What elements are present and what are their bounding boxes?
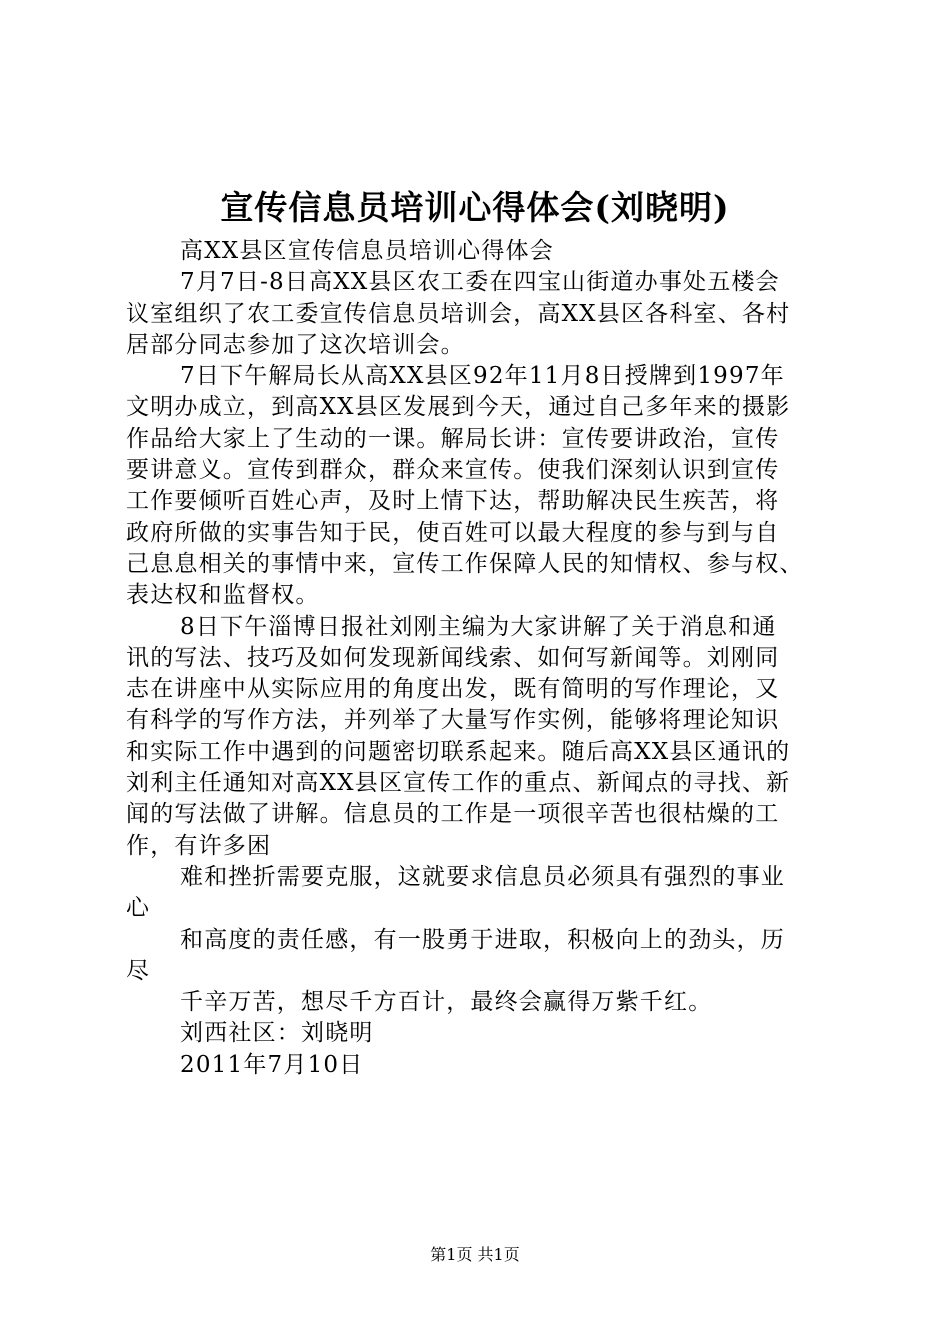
paragraph-line: 7月7日-8日高XX县区农工委在四宝山街道办事处五楼会 [180,269,780,296]
paragraph-line: 要讲意义。宣传到群众，群众来宣传。使我们深刻认识到宣传 [126,457,780,484]
signature-line: 刘西社区：刘晓明 [180,1020,374,1047]
paragraph-line: 心 [126,895,151,922]
paragraph-line: 政府所做的实事告知于民，使百姓可以最大程度的参与到与自 [126,519,780,546]
page-footer: 第1页 共1页 [430,1245,520,1264]
paragraph-line: 尽 [126,957,151,984]
paragraph-line: 难和挫折需要克服，这就要求信息员必须具有强烈的事业 [180,863,785,890]
paragraph-line: 己息息相关的事情中来，宣传工作保障人民的知情权、参与权、 [126,550,804,577]
date-line: 2011年7月10日 [180,1051,364,1078]
paragraph-line: 文明办成立，到高XX县区发展到今天，通过自己多年来的摄影 [126,394,791,421]
paragraph-line: 8日下午淄博日报社刘刚主编为大家讲解了关于消息和通 [180,613,777,640]
paragraph-line: 闻的写法做了讲解。信息员的工作是一项很辛苦也很枯燥的工 [126,801,780,828]
paragraph-line: 和实际工作中遇到的问题密切联系起来。随后高XX县区通讯的 [126,738,791,765]
paragraph-line: 作，有许多困 [126,832,272,859]
paragraph-line: 刘利主任通知对高XX县区宣传工作的重点、新闻点的寻找、新 [126,770,791,797]
heading-line: 高XX县区宣传信息员培训心得体会 [180,238,554,264]
paragraph-line: 千辛万苦，想尽千方百计，最终会赢得万紫千红。 [180,989,713,1016]
paragraph-line: 志在讲座中从实际应用的角度出发，既有简明的写作理论，又 [126,676,780,703]
paragraph-line: 作品给大家上了生动的一课。解局长讲：宣传要讲政治，宣传 [126,425,780,452]
paragraph-line: 有科学的写作方法，并列举了大量写作实例，能够将理论知识 [126,707,780,734]
document-title: 宣传信息员培训心得体会(刘晓明) [220,188,730,227]
paragraph-line: 讯的写法、技巧及如何发现新闻线索、如何写新闻等。刘刚同 [126,644,780,671]
paragraph-line: 工作要倾听百姓心声，及时上情下达，帮助解决民生疾苦，将 [126,488,780,515]
paragraph-line: 和高度的责任感，有一股勇于进取，积极向上的劲头，历 [180,926,785,953]
paragraph-line: 居部分同志参加了这次培训会。 [126,331,465,358]
document-body [126,236,838,1081]
paragraph-line: 7日下午解局长从高XX县区92年11月8日授牌到1997年 [180,363,785,390]
paragraph-line: 议室组织了农工委宣传信息员培训会，高XX县区各科室、各村 [126,300,791,327]
paragraph-line: 表达权和监督权。 [126,582,320,609]
